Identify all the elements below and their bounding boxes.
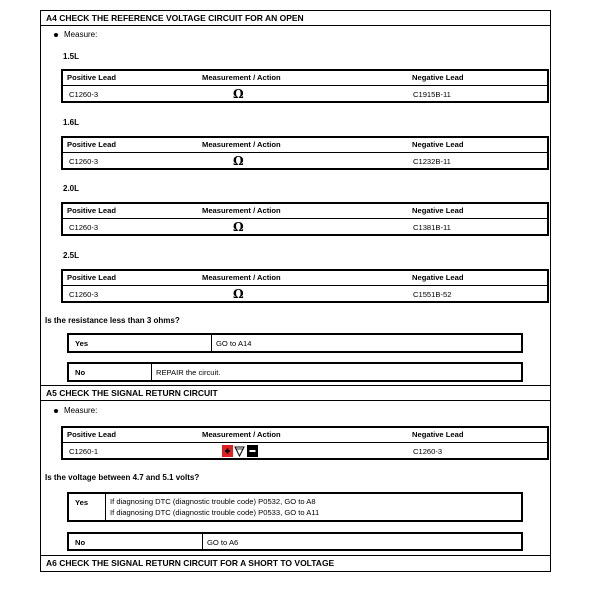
answer-no-row [67, 362, 523, 382]
ohmmeter-icon: Ω [233, 220, 244, 234]
positive-lead-header: Positive Lead [67, 73, 116, 82]
ohmmeter-icon: Ω [233, 154, 244, 168]
answer-yes-action: GO to A14 [216, 339, 252, 348]
positive-lead-header: Positive Lead [67, 140, 116, 149]
dc-voltmeter-icon [222, 445, 262, 457]
positive-lead-value: C1260-3 [69, 90, 99, 99]
engine-label: 2.0L [63, 184, 80, 193]
bullet-icon [54, 409, 58, 413]
ohmmeter-icon: Ω [233, 287, 244, 301]
a4-question: Is the resistance less than 3 ohms? [45, 316, 180, 325]
engine-label: 2.5L [63, 251, 80, 260]
engine-label: 1.5L [63, 52, 80, 61]
answer-no-action: GO to A6 [207, 538, 239, 547]
negative-lead-value: C1232B-11 [413, 157, 451, 166]
negative-lead-value: C1260-3 [413, 447, 443, 456]
step-a4-title: A4 CHECK THE REFERENCE VOLTAGE CIRCUIT FOR AN OPEN [46, 13, 304, 23]
divider [40, 555, 551, 556]
measurement-header: Measurement / Action [202, 273, 281, 282]
engine-label: 1.6L [63, 118, 80, 127]
negative-lead-header: Negative Lead [412, 140, 464, 149]
measurement-header: Measurement / Action [202, 140, 281, 149]
measurement-table [61, 269, 549, 303]
measurement-table [61, 202, 549, 236]
negative-lead-value: C1915B-11 [413, 90, 451, 99]
measurement-header: Measurement / Action [202, 206, 281, 215]
positive-lead-value: C1260-3 [69, 223, 99, 232]
answer-yes-action-1: If diagnosing DTC (diagnostic trouble code) P0532, GO to A8 [110, 497, 316, 506]
divider [40, 400, 551, 401]
measure-label: Measure: [64, 406, 98, 415]
answer-no-label: No [75, 368, 86, 377]
answer-no-action: REPAIR the circuit. [156, 368, 221, 377]
positive-lead-header: Positive Lead [67, 430, 116, 439]
positive-lead-value: C1260-3 [69, 157, 99, 166]
measure-label: Measure: [64, 30, 98, 39]
answer-no-label: No [75, 538, 86, 547]
a5-question: Is the voltage between 4.7 and 5.1 volts? [45, 473, 200, 482]
ohmmeter-icon: Ω [233, 87, 244, 101]
negative-lead-value: C1551B-52 [413, 290, 452, 299]
step-a5-title: A5 CHECK THE SIGNAL RETURN CIRCUIT [46, 388, 218, 398]
negative-lead-value: C1381B-11 [413, 223, 451, 232]
bullet-icon [54, 33, 58, 37]
negative-lead-header: Negative Lead [412, 206, 464, 215]
measurement-table [61, 136, 549, 170]
measurement-header: Measurement / Action [202, 73, 281, 82]
positive-lead-value: C1260-1 [69, 447, 99, 456]
divider [40, 385, 551, 386]
answer-yes-action-2: If diagnosing DTC (diagnostic trouble code) P0533, GO to A11 [110, 508, 320, 517]
positive-lead-header: Positive Lead [67, 206, 116, 215]
answer-yes-row [67, 333, 523, 353]
measurement-table [61, 69, 549, 103]
answer-yes-label: Yes [75, 498, 89, 507]
positive-lead-value: C1260-3 [69, 290, 99, 299]
step-a6-title: A6 CHECK THE SIGNAL RETURN CIRCUIT FOR A SHORT TO VOLTAGE [46, 558, 335, 568]
divider [40, 25, 551, 26]
answer-yes-label: Yes [75, 339, 89, 348]
measurement-table [61, 426, 549, 460]
negative-lead-header: Negative Lead [412, 273, 464, 282]
measurement-header: Measurement / Action [202, 430, 281, 439]
negative-lead-header: Negative Lead [412, 430, 464, 439]
answer-yes-row [67, 492, 523, 522]
negative-lead-header: Negative Lead [412, 73, 464, 82]
answer-no-row [67, 532, 523, 551]
positive-lead-header: Positive Lead [67, 273, 116, 282]
